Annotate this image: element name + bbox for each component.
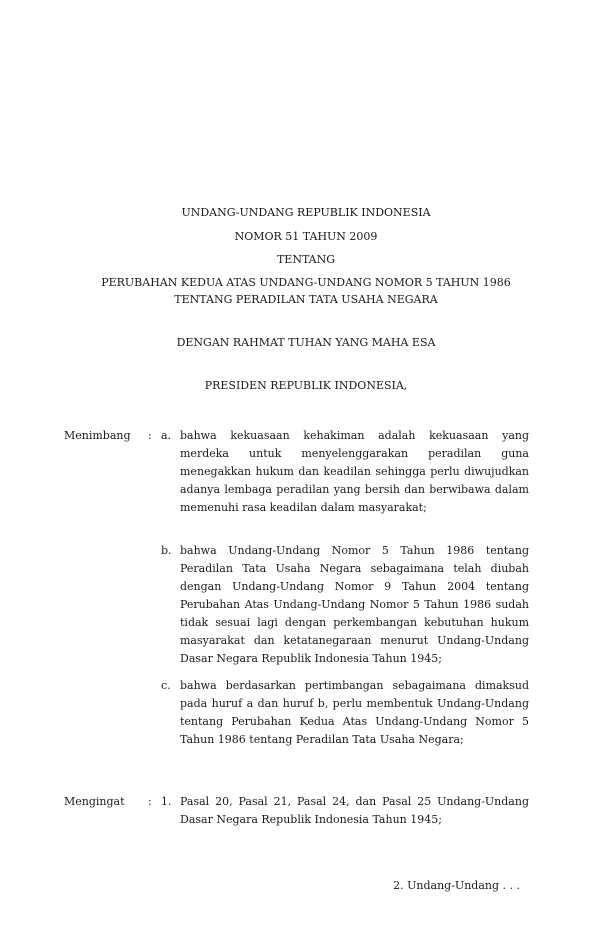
- law-subject-line-2: TENTANG PERADILAN TATA USAHA NEGARA: [174, 293, 438, 306]
- menimbang-item-a-text: bahwa kekuasaan kehakiman adalah kekuasaan yang merdeka untuk menyelenggarakan peradilan guna menegakkan hukum dan keadilan sehingga perlu diwujudkan adanya lembaga peradilan yang bersih dan berwibawa dalam memenuhi rasa keadilan dalam masyarakat;: [180, 429, 529, 514]
- mengingat-item-1-text: Pasal 20, Pasal 21, Pasal 24, dan Pasal 25 Undang-Undang Dasar Negara Republik Indonesia Tahun 1945;: [180, 795, 529, 826]
- menimbang-item-c-marker: c.: [161, 679, 171, 692]
- mengingat-colon: :: [148, 795, 152, 808]
- menimbang-colon: :: [148, 429, 152, 442]
- menimbang-item-b-marker: b.: [161, 544, 172, 557]
- law-subject-line-1: PERUBAHAN KEDUA ATAS UNDANG-UNDANG NOMOR 5 TAHUN 1986: [101, 276, 511, 289]
- mengingat-label: Mengingat: [64, 795, 125, 808]
- menimbang-item-b-text: bahwa Undang-Undang Nomor 5 Tahun 1986 tentang Peradilan Tata Usaha Negara sebagaimana telah diubah dengan Undang-Undang Nomor 9 Tahun 2004 tentang Perubahan Atas Undang-Undang Nomor 5 Tahun 1986 sudah tidak sesuai lagi dengan perkembangan kebutuhan hukum masyarakat dan ketatanegaraan menurut Undang-Undang Dasar Negara Republik Indonesia Tahun 1945;: [180, 544, 529, 665]
- president-heading: PRESIDEN REPUBLIK INDONESIA,: [204, 379, 408, 392]
- tentang-heading: TENTANG: [276, 253, 336, 266]
- law-title: UNDANG-UNDANG REPUBLIK INDONESIA: [181, 206, 431, 219]
- menimbang-label: Menimbang: [64, 429, 131, 442]
- invocation: DENGAN RAHMAT TUHAN YANG MAHA ESA: [176, 336, 436, 349]
- mengingat-item-1-marker: 1.: [161, 795, 172, 808]
- law-number: NOMOR 51 TAHUN 2009: [234, 230, 378, 243]
- next-page-indicator: 2. Undang-Undang . . .: [393, 879, 520, 892]
- menimbang-item-a-marker: a.: [161, 429, 172, 442]
- menimbang-item-c-text: bahwa berdasarkan pertimbangan sebagaimana dimaksud pada huruf a dan huruf b, perlu membentuk Undang-Undang tentang Perubahan Kedua Atas Undang-Undang Nomor 5 Tahun 1986 tentang Peradilan Tata Usaha Negara;: [180, 679, 529, 746]
